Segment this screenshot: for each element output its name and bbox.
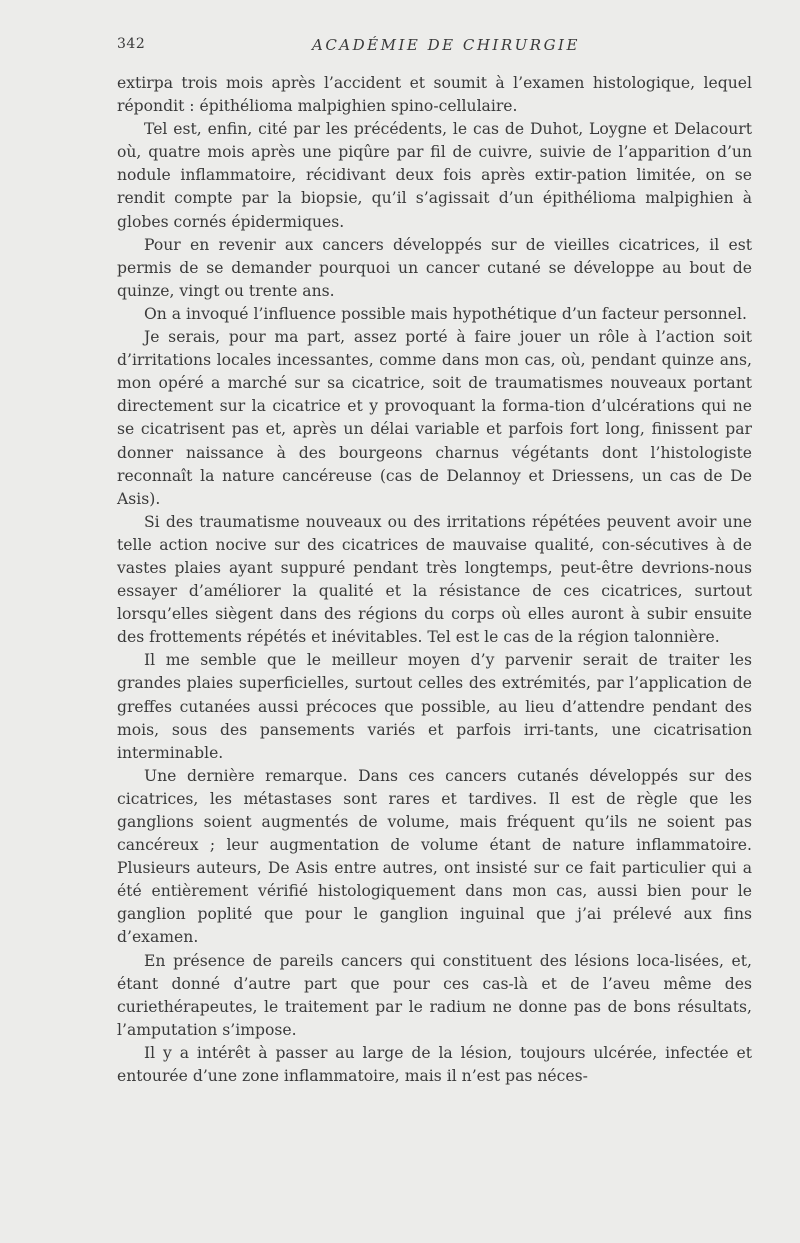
paragraph-2: Tel est, enfin, cité par les précédents, le cas de Duhot, Loygne et Delacourt où, quatre mois après une piqûre par fil de cuivre, suivie de l’apparition d’un nodule inflammatoire, récidivant deux fois après extir-pation limitée, on se rendit compte par la biopsie, qu’il s’agissait d’un épithélioma malpighien à globes cornés épidermiques.	[117, 120, 752, 231]
paragraph-5: Je serais, pour ma part, assez porté à faire jouer un rôle à l’action soit d’irritations locales incessantes, comme dans mon cas, où, pendant quinze ans, mon opéré a marché sur sa cicatrice, soit de traumatismes nouveaux portant directement sur la cicatrice et y provoquant la forma-tion d’ulcérations qui ne se cicatrisent pas et, après un délai variable et parfois fort long, finissent par donner naissance à des bourgeons charnus végétants dont l’histologiste reconnaît la nature cancéreuse (cas de Delannoy et Driessens, un cas de De Asis).	[117, 328, 752, 508]
paragraph-9: En présence de pareils cancers qui constituent des lésions loca-lisées, et, étant donné d’autre part que pour ces cas-là et de l’aveu même des curiethérapeutes, le traitement par le radium ne donne pas de bons résultats, l’amputation s’impose.	[117, 951, 752, 1039]
running-title: ACADÉMIE DE CHIRURGIE	[312, 36, 580, 54]
page-number: 342	[117, 36, 146, 52]
paragraph-8: Une dernière remarque. Dans ces cancers cutanés développés sur des cicatrices, les métastases sont rares et tardives. Il est de règle que les ganglions soient augmentés de volume, mais fréquent qu’ils ne soient pas cancéreux ; leur augmentation de volume étant de nature inflammatoire. Plusieurs auteurs, De Asis entre autres, ont insisté sur ce fait particulier qui a été entièrement vérifié histologiquement dans mon cas, aussi bien pour le ganglion poplité que pour le ganglion inguinal que j’ai prélevé aux fins d’examen.	[117, 766, 752, 947]
page-header	[117, 36, 752, 56]
paragraph-3: Pour en revenir aux cancers développés sur de vieilles cicatrices, il est permis de se demander pourquoi un cancer cutané se développe au bout de quinze, vingt ou trente ans.	[117, 235, 752, 300]
paragraph-1: extirpa trois mois après l’accident et soumit à l’examen histologique, lequel répondit : épithélioma malpighien spino-cellulaire.	[117, 74, 752, 116]
paragraph-10: Il y a intérêt à passer au large de la lésion, toujours ulcérée, infectée et entourée d’une zone inflammatoire, mais il n’est pas néces-	[117, 1043, 752, 1086]
body-text	[117, 72, 752, 1088]
paragraph-7: Il me semble que le meilleur moyen d’y parvenir serait de traiter les grandes plaies superficielles, surtout celles des extrémités, par l’application de greffes cutanées aussi précoces que possible, au lieu d’attendre pendant des mois, sous des pansements variés et parfois irri-tants, une cicatrisation interminable.	[117, 651, 752, 762]
paragraph-4: On a invoqué l’influence possible mais hypothétique d’un facteur personnel.	[144, 304, 747, 323]
paragraph-6: Si des traumatisme nouveaux ou des irritations répétées peuvent avoir une telle action nocive sur des cicatrices de mauvaise qualité, con-sécutives à de vastes plaies ayant suppuré pendant très longtemps, peut-être devrions-nous essayer d’améliorer la qualité et la résistance de ces cicatrices, surtout lorsqu’elles siègent dans des régions du corps où elles auront à subir ensuite des frottements répétés et inévitables. Tel est le cas de la région talonnière.	[117, 512, 752, 647]
